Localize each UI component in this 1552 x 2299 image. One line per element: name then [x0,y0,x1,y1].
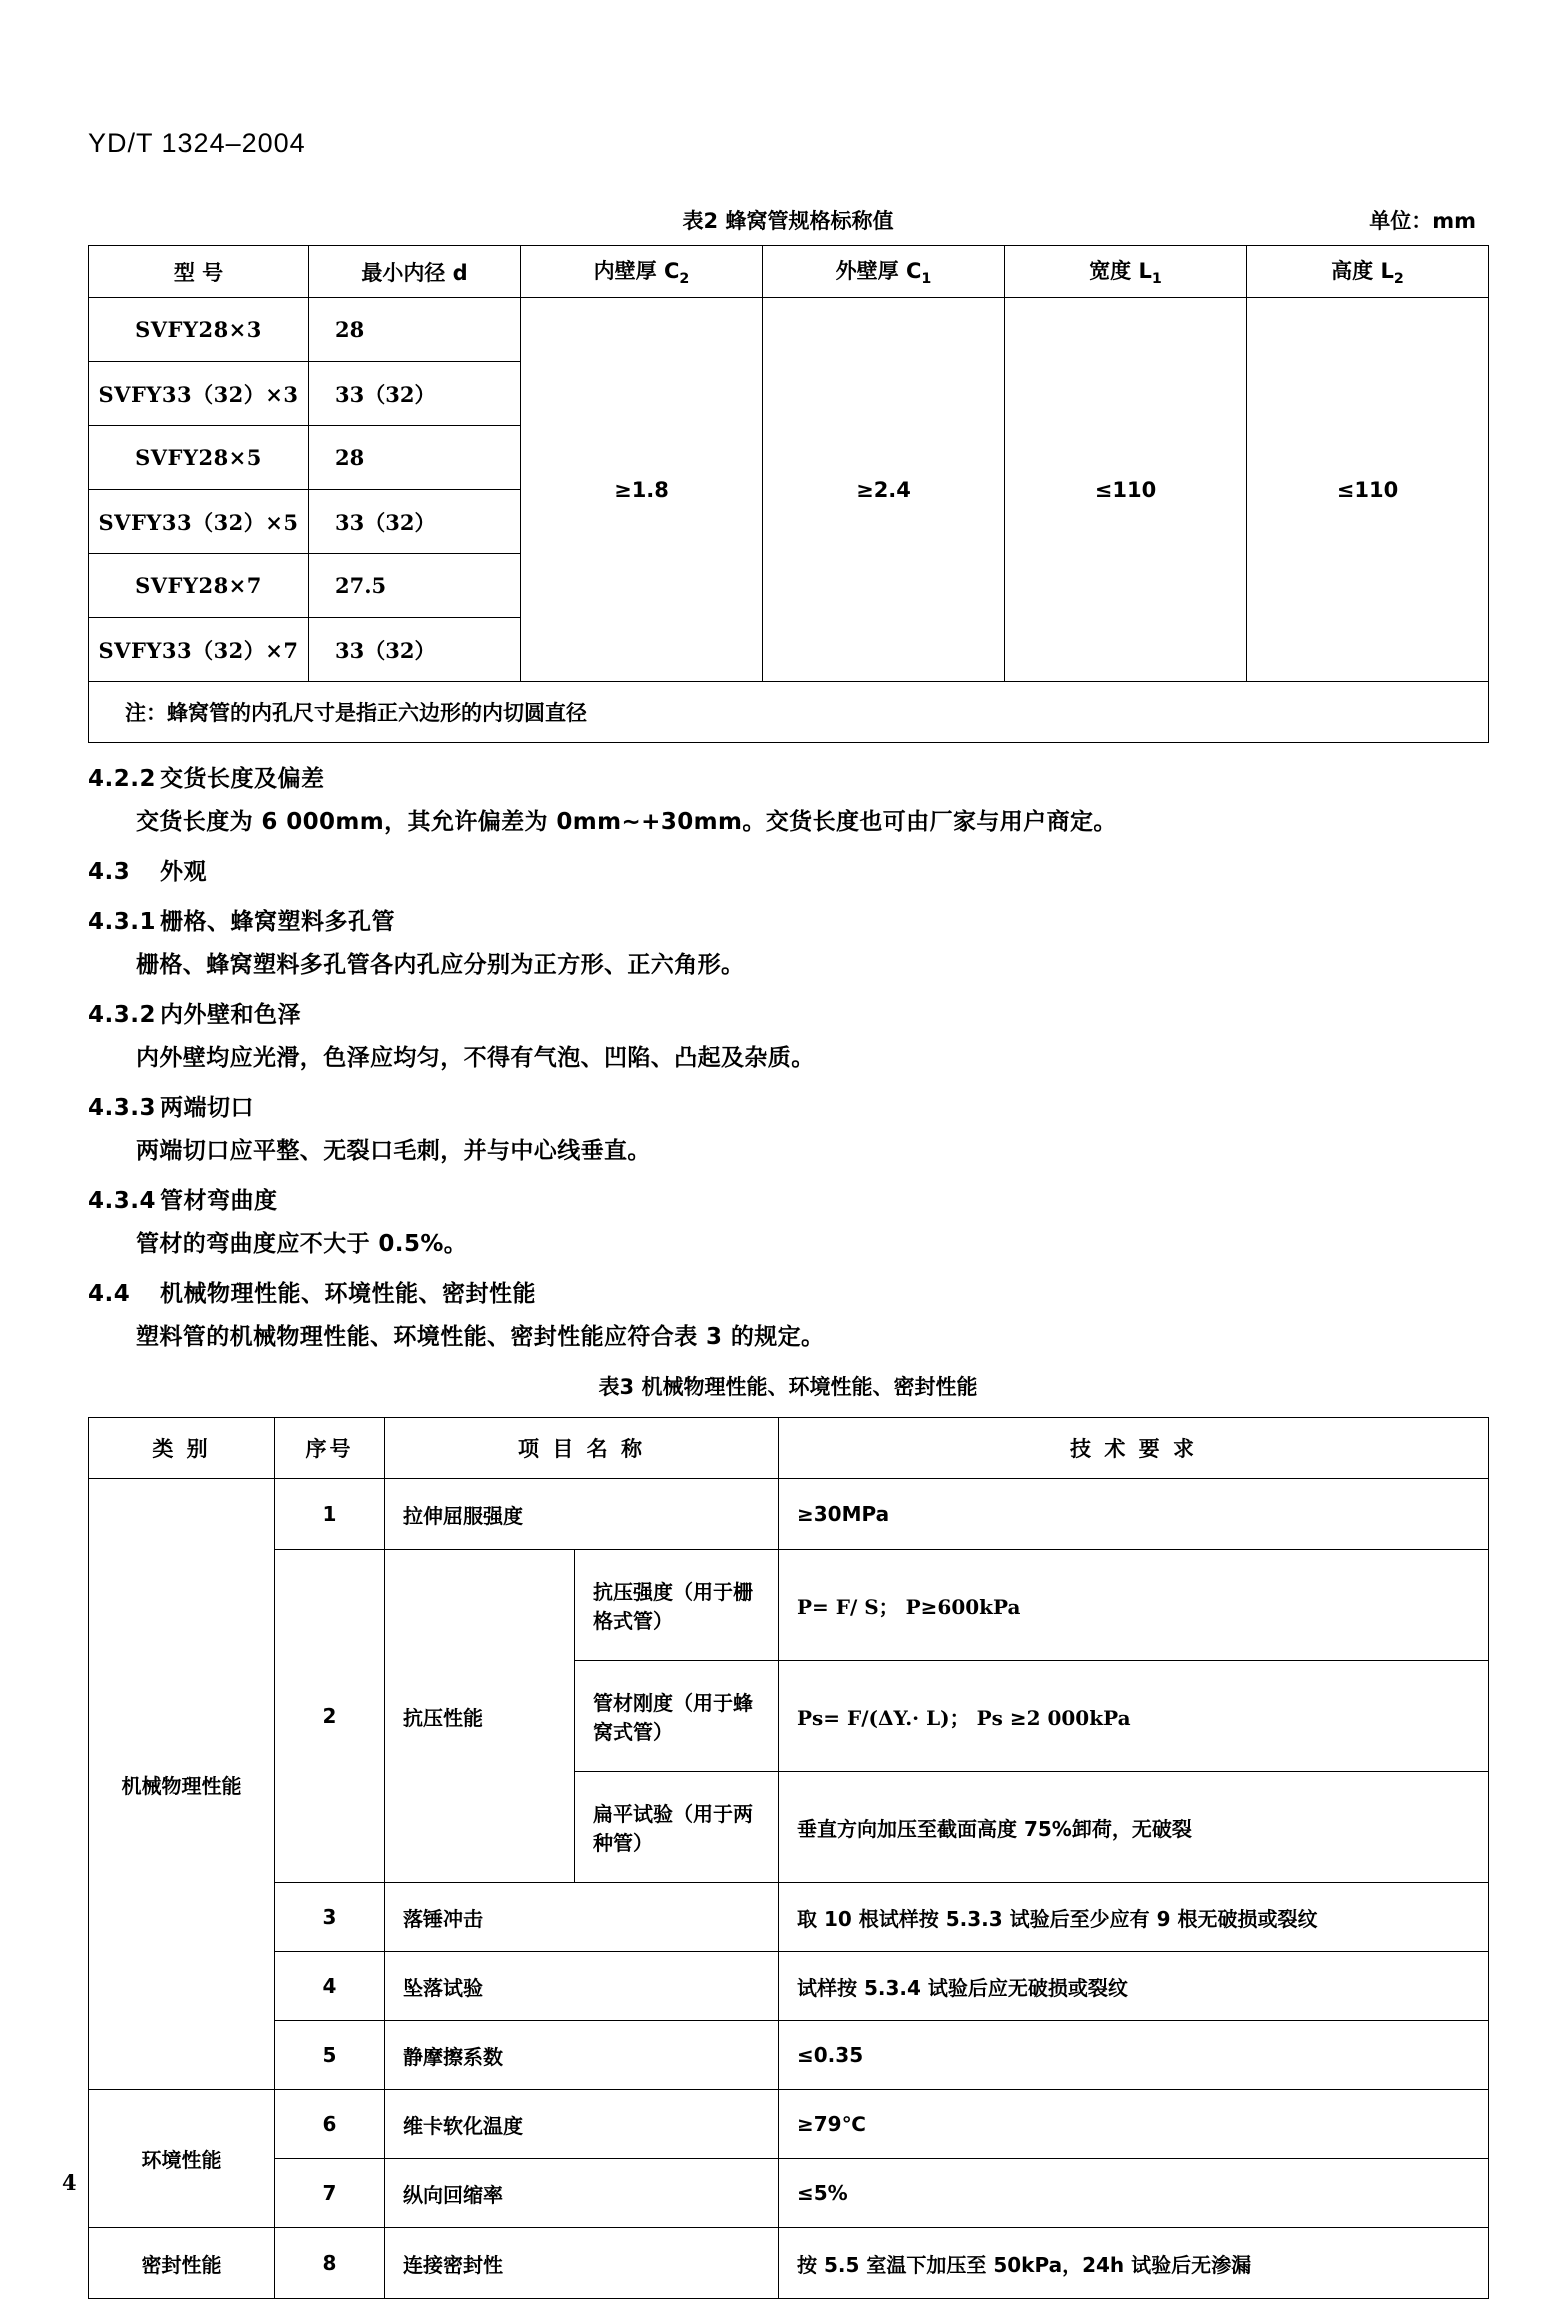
section-heading-4-3-3 [88,1089,1488,1122]
table-row [89,2090,1489,2159]
table3-category-mechanical: 机械物理性能 [89,1479,275,2090]
section-title: 外观 [160,859,207,885]
table3-category-environmental: 环境性能 [89,2090,275,2228]
section-body-4-3-3: 两端切口应平整、无裂口毛刺，并与中心线垂直。 [136,1138,651,1164]
section-body-4-4: 塑料管的机械物理性能、环境性能、密封性能应符合表 3 的规定。 [136,1324,825,1350]
section-heading-4-3-2 [88,996,1488,1029]
table2-header-width-sub: 1 [1151,271,1162,288]
table-row [89,1883,1489,1952]
table2-header-model: 型 号 [89,246,309,298]
section-number: 4.3.2 [88,1002,156,1028]
table2-header-width [1005,246,1247,298]
table3-requirement-cell: 取 10 根试样按 5.3.3 试验后至少应有 9 根无破损或裂纹 [779,1883,1489,1952]
table2-diameter-cell: 33（32） [309,618,521,682]
section-body-4-3-2: 内外壁均应光滑，色泽应均匀，不得有气泡、凹陷、凸起及杂质。 [136,1045,815,1071]
table2-header-width-text: 宽度 L [1089,259,1152,284]
table3-category-sealing: 密封性能 [89,2228,275,2299]
table2-header-row [89,246,1489,298]
table-row [89,2228,1489,2299]
table2-diameter-cell: 33（32） [309,362,521,426]
table3-header-seq: 序号 [275,1418,385,1479]
section-title: 交货长度及偏差 [160,766,325,792]
section-body-4-3-4: 管材的弯曲度应不大于 0.5%。 [136,1231,468,1257]
table3-subitem-cell: 扁平试验（用于两种管） [575,1772,779,1883]
table-row [89,2159,1489,2228]
table3-seq-cell: 1 [275,1479,385,1550]
table2-model-cell: SVFY33（32）×7 [89,618,309,682]
section-title: 机械物理性能、环境性能、密封性能 [160,1281,536,1307]
table3-caption-row [88,1371,1488,1411]
table2-spec-nominal-values [88,245,1489,743]
table3-requirement-cell: ≤0.35 [779,2021,1489,2090]
table-row [89,2021,1489,2090]
table3-requirement-cell: 垂直方向加压至截面高度 75%卸荷，无破裂 [779,1772,1489,1883]
table2-caption: 表2 蜂窝管规格标称值 [682,209,894,233]
table2-diameter-cell: 27.5 [309,554,521,618]
table3-requirement-cell: ≥30MPa [779,1479,1489,1550]
table2-header-outer-wall-sub: 1 [921,271,932,288]
section-title: 两端切口 [160,1095,254,1121]
table-row [89,298,1489,362]
table3-requirement-cell: P= F/ S； P≥600kPa [779,1550,1489,1661]
table2-diameter-cell: 33（32） [309,490,521,554]
table2-header-height [1247,246,1489,298]
table2-diameter-cell: 28 [309,298,521,362]
table3-performance-requirements [88,1417,1489,2299]
section-title: 管材弯曲度 [160,1188,278,1214]
table3-seq-cell: 3 [275,1883,385,1952]
section-number: 4.3.1 [88,909,156,935]
table-row [89,1952,1489,2021]
table2-header-inner-wall [521,246,763,298]
table3-header-row [89,1418,1489,1479]
table3-requirement-cell: 按 5.5 室温下加压至 50kPa，24h 试验后无渗漏 [779,2228,1489,2299]
table2-note-row [89,682,1489,743]
table2-height-merged: ≤110 [1247,298,1489,682]
section-body-4-3-1: 栅格、蜂窝塑料多孔管各内孔应分别为正方形、正六角形。 [136,952,745,978]
section-number: 4.4 [88,1281,131,1307]
table3-requirement-cell: ≤5% [779,2159,1489,2228]
table3-header-item-name: 项 目 名 称 [385,1418,779,1479]
table2-header-inner-wall-text: 内壁厚 C [593,259,680,284]
section-title: 内外壁和色泽 [160,1002,301,1028]
table2-model-cell: SVFY28×3 [89,298,309,362]
table3-item-cell: 静摩擦系数 [385,2021,779,2090]
table3-item-cell: 落锤冲击 [385,1883,779,1952]
section-number: 4.2.2 [88,766,156,792]
page-number: 4 [62,2170,77,2195]
table3-seq-cell: 5 [275,2021,385,2090]
section-heading-4-4 [88,1275,1488,1308]
table2-header-height-text: 高度 L [1331,259,1394,284]
table3-seq-cell: 6 [275,2090,385,2159]
section-heading-4-2-2 [88,760,1488,793]
section-heading-4-3 [88,853,1488,886]
section-body-4-2-2: 交货长度为 6 000mm，其允许偏差为 0mm~+30mm。交货长度也可由厂家与用户商定。 [136,809,1117,835]
table2-model-cell: SVFY28×5 [89,426,309,490]
table2-model-cell: SVFY33（32）×3 [89,362,309,426]
section-heading-4-3-4 [88,1182,1488,1215]
table3-subitem-cell: 管材刚度（用于蜂窝式管） [575,1661,779,1772]
section-number: 4.3 [88,859,131,885]
section-heading-4-3-1 [88,903,1488,936]
table2-outer-wall-merged: ≥2.4 [763,298,1005,682]
table3-header-requirement: 技 术 要 求 [779,1418,1489,1479]
table3-subitem-cell: 抗压强度（用于栅格式管） [575,1550,779,1661]
table2-model-cell: SVFY33（32）×5 [89,490,309,554]
table2-header-min-diameter-text: 最小内径 d [361,260,468,285]
page-content [88,205,1488,2299]
standard-number-header: YD/T 1324–2004 [88,128,306,158]
table2-caption-row [88,205,1488,245]
table2-header-outer-wall [763,246,1005,298]
table2-header-height-sub: 2 [1393,271,1404,288]
table2-width-merged: ≤110 [1005,298,1247,682]
table2-note: 注：蜂窝管的内孔尺寸是指正六边形的内切圆直径 [89,682,1489,743]
table3-caption: 表3 机械物理性能、环境性能、密封性能 [598,1375,978,1399]
table2-unit-label: 单位：mm [1369,209,1476,233]
table3-header-category: 类 别 [89,1418,275,1479]
table2-diameter-cell: 28 [309,426,521,490]
table3-item-cell: 拉伸屈服强度 [385,1479,779,1550]
table3-item-cell: 纵向回缩率 [385,2159,779,2228]
table3-item-cell: 维卡软化温度 [385,2090,779,2159]
section-number: 4.3.3 [88,1095,156,1121]
table2-header-min-diameter [309,246,521,298]
section-title: 栅格、蜂窝塑料多孔管 [160,909,395,935]
table2-model-cell: SVFY28×7 [89,554,309,618]
table3-seq-cell: 2 [275,1550,385,1883]
table3-item-cell: 坠落试验 [385,1952,779,2021]
table3-item-cell: 抗压性能 [385,1550,575,1883]
table3-seq-cell: 8 [275,2228,385,2299]
section-number: 4.3.4 [88,1188,156,1214]
table3-item-cell: 连接密封性 [385,2228,779,2299]
table2-inner-wall-merged: ≥1.8 [521,298,763,682]
table-row [89,1479,1489,1550]
table-row [89,1550,1489,1661]
table3-requirement-cell: Ps= F/(ΔY.· L)； Ps ≥2 000kPa [779,1661,1489,1772]
table2-header-outer-wall-text: 外壁厚 C [835,259,922,284]
table2-header-inner-wall-sub: 2 [679,271,690,288]
table3-seq-cell: 4 [275,1952,385,2021]
table3-requirement-cell: 试样按 5.3.4 试验后应无破损或裂纹 [779,1952,1489,2021]
table3-seq-cell: 7 [275,2159,385,2228]
table3-requirement-cell: ≥79℃ [779,2090,1489,2159]
